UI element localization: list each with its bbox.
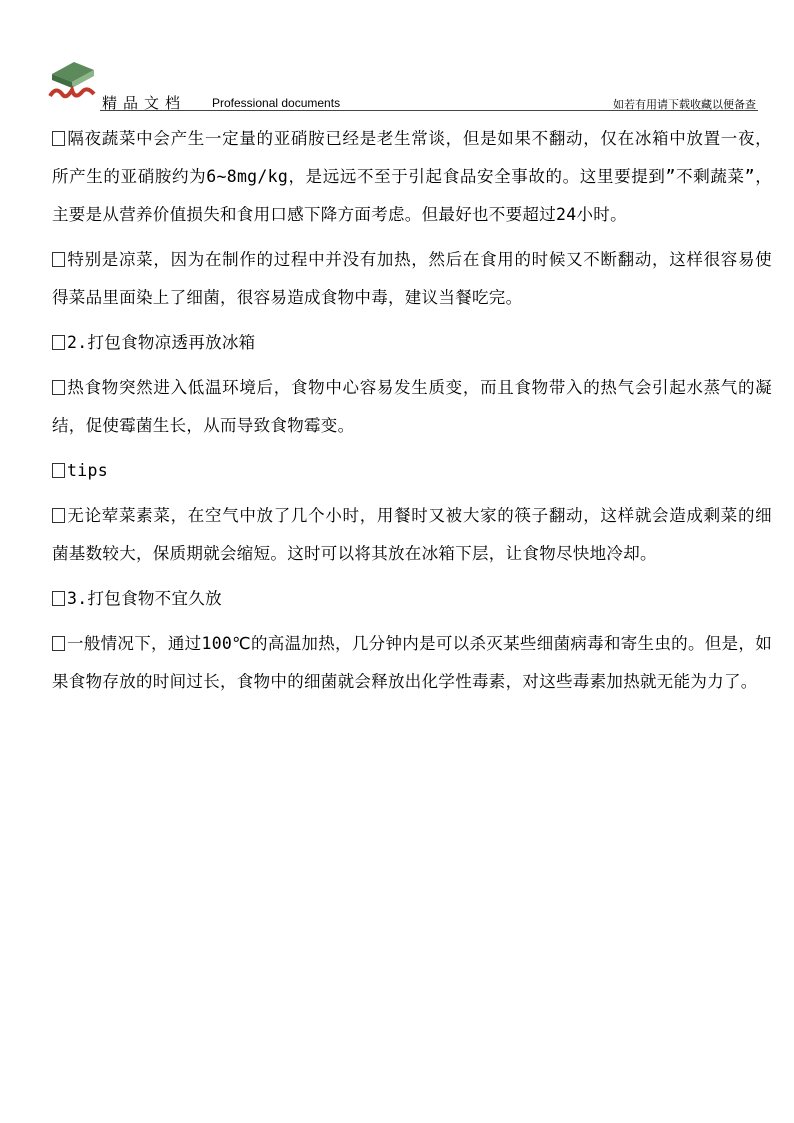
brand-title: 精品文档 [102, 94, 187, 112]
header-divider [100, 110, 758, 111]
book-logo-icon [44, 52, 100, 108]
paragraph: 热食物突然进入低温环境后，食物中心容易发生质变，而且食物带入的热气会引起水蒸气的凝结，促使霉菌生长，从而导致食物霉变。 [52, 378, 772, 435]
download-notice: 如若有用请下载收藏以便备查 [613, 98, 756, 111]
missing-glyph-box-icon [52, 335, 65, 350]
missing-glyph-box-icon [52, 508, 65, 523]
document-body [52, 120, 772, 701]
missing-glyph-box-icon [52, 591, 65, 606]
missing-glyph-box-icon [52, 463, 65, 478]
tips-label: tips [52, 452, 772, 490]
paragraph: 一般情况下，通过100℃的高温加热，几分钟内是可以杀灭某些细菌病毒和寄生虫的。但是，如果食物存放的时间过长，食物中的细菌就会释放出化学性毒素，对这些毒素加热就无能为力了。 [52, 634, 772, 691]
missing-glyph-box-icon [52, 636, 65, 651]
paragraph: 特别是凉菜，因为在制作的过程中并没有加热，然后在食用的时候又不断翻动，这样很容易使得菜品里面染上了细菌，很容易造成食物中毒，建议当餐吃完。 [52, 250, 772, 307]
page-header [0, 0, 794, 112]
section-heading: 2.打包食物凉透再放冰箱 [52, 324, 772, 362]
paragraph: 隔夜蔬菜中会产生一定量的亚硝胺已经是老生常谈，但是如果不翻动，仅在冰箱中放置一夜，所产生的亚硝胺约为6~8mg/kg，是远远不至于引起食品安全事故的。这里要提到”不剩蔬菜”，主要是从营养价值损失和食用口感下降方面考虑。但最好也不要超过24小时。 [52, 129, 772, 224]
brand-subtitle: Professional documents [212, 96, 341, 110]
missing-glyph-box-icon [52, 380, 65, 395]
paragraph: 无论荤菜素菜，在空气中放了几个小时，用餐时又被大家的筷子翻动，这样就会造成剩菜的细菌基数较大，保质期就会缩短。这时可以将其放在冰箱下层，让食物尽快地冷却。 [52, 506, 772, 563]
missing-glyph-box-icon [52, 131, 65, 146]
section-heading: 3.打包食物不宜久放 [52, 580, 772, 618]
missing-glyph-box-icon [52, 252, 65, 267]
